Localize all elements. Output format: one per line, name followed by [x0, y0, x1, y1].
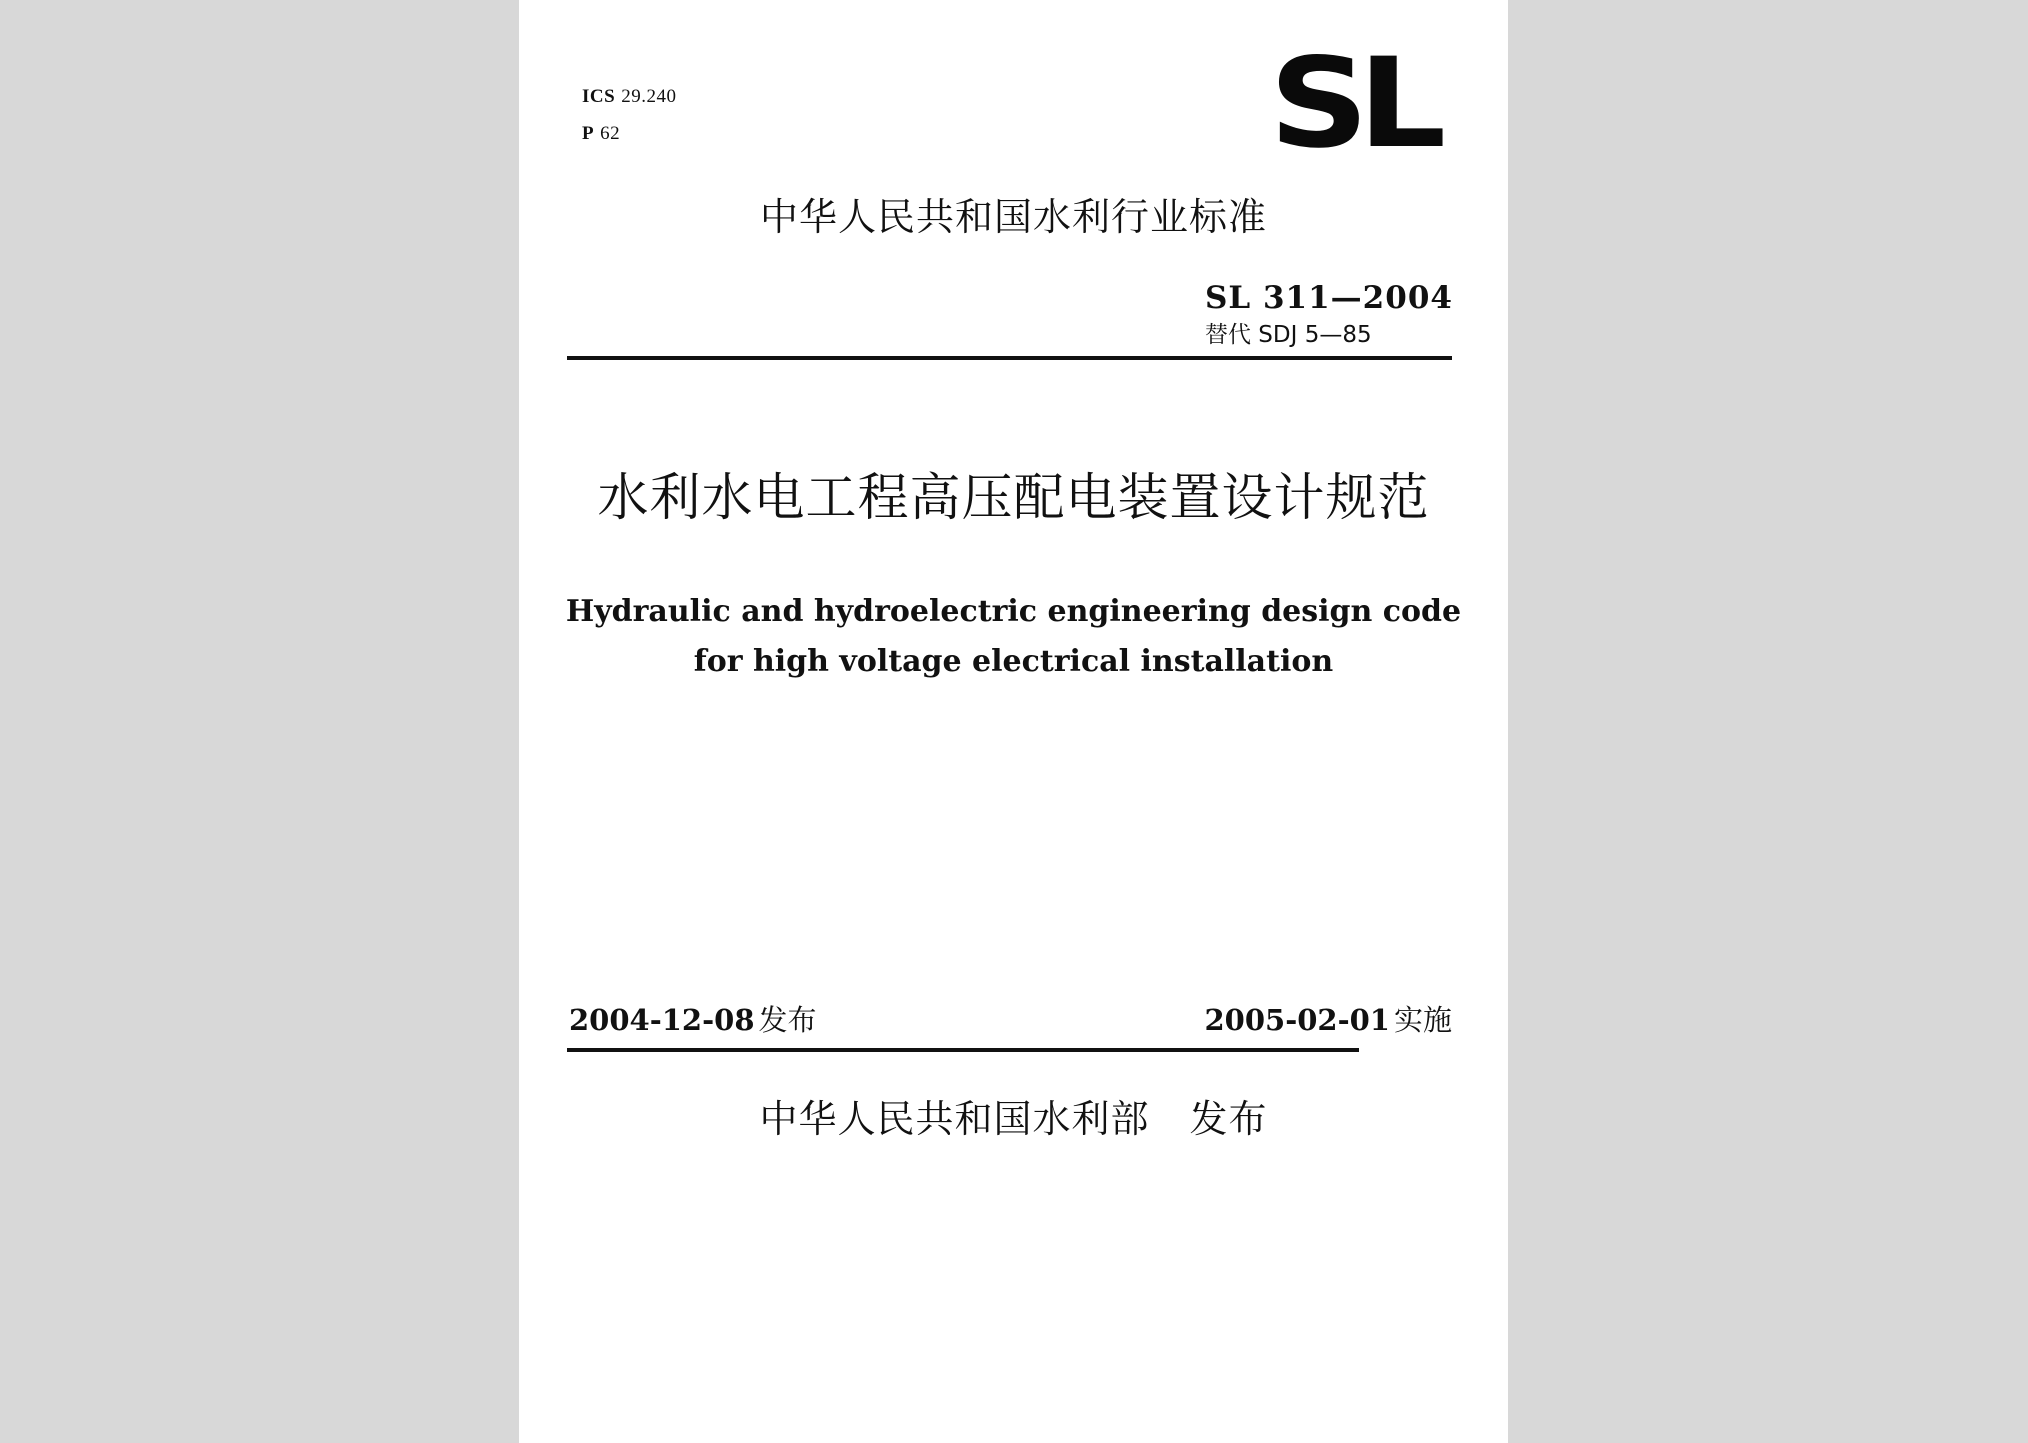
ministry-standard-heading: 中华人民共和国水利行业标准: [759, 195, 1267, 239]
title-english-line-1: Hydraulic and hydroelectric engineering design code: [565, 594, 1462, 629]
effective-date-value: 2005-02-01: [1204, 1003, 1390, 1037]
title-chinese: 水利水电工程高压配电装置设计规范: [597, 469, 1430, 528]
ccs-code: [582, 123, 620, 145]
effective-date-label: 实施: [1393, 1003, 1452, 1037]
ics-code: [582, 86, 676, 108]
publisher-line: [519, 1088, 1508, 1143]
document-page: [519, 0, 1508, 1443]
replaces-standard: 替代 SDJ 5—85: [1205, 322, 1372, 348]
ics-value: 29.240: [621, 86, 677, 107]
ccs-value: 62: [600, 123, 621, 144]
top-divider: [567, 356, 1452, 360]
title-english-line-2: for high voltage electrical installation: [693, 644, 1334, 679]
issue-date: [569, 998, 817, 1039]
bottom-divider: [567, 1048, 1359, 1052]
issue-date-value: 2004-12-08: [569, 1003, 755, 1037]
sl-logo: SL: [1269, 32, 1436, 176]
ccs-label: P: [582, 123, 595, 144]
publisher-action: 发布: [1189, 1097, 1268, 1141]
publisher-name: 中华人民共和国水利部: [759, 1097, 1150, 1141]
issue-date-label: 发布: [758, 1003, 817, 1037]
effective-date: [1204, 998, 1452, 1039]
standard-number: SL 311—2004: [1205, 280, 1453, 316]
ics-label: ICS: [582, 86, 616, 107]
